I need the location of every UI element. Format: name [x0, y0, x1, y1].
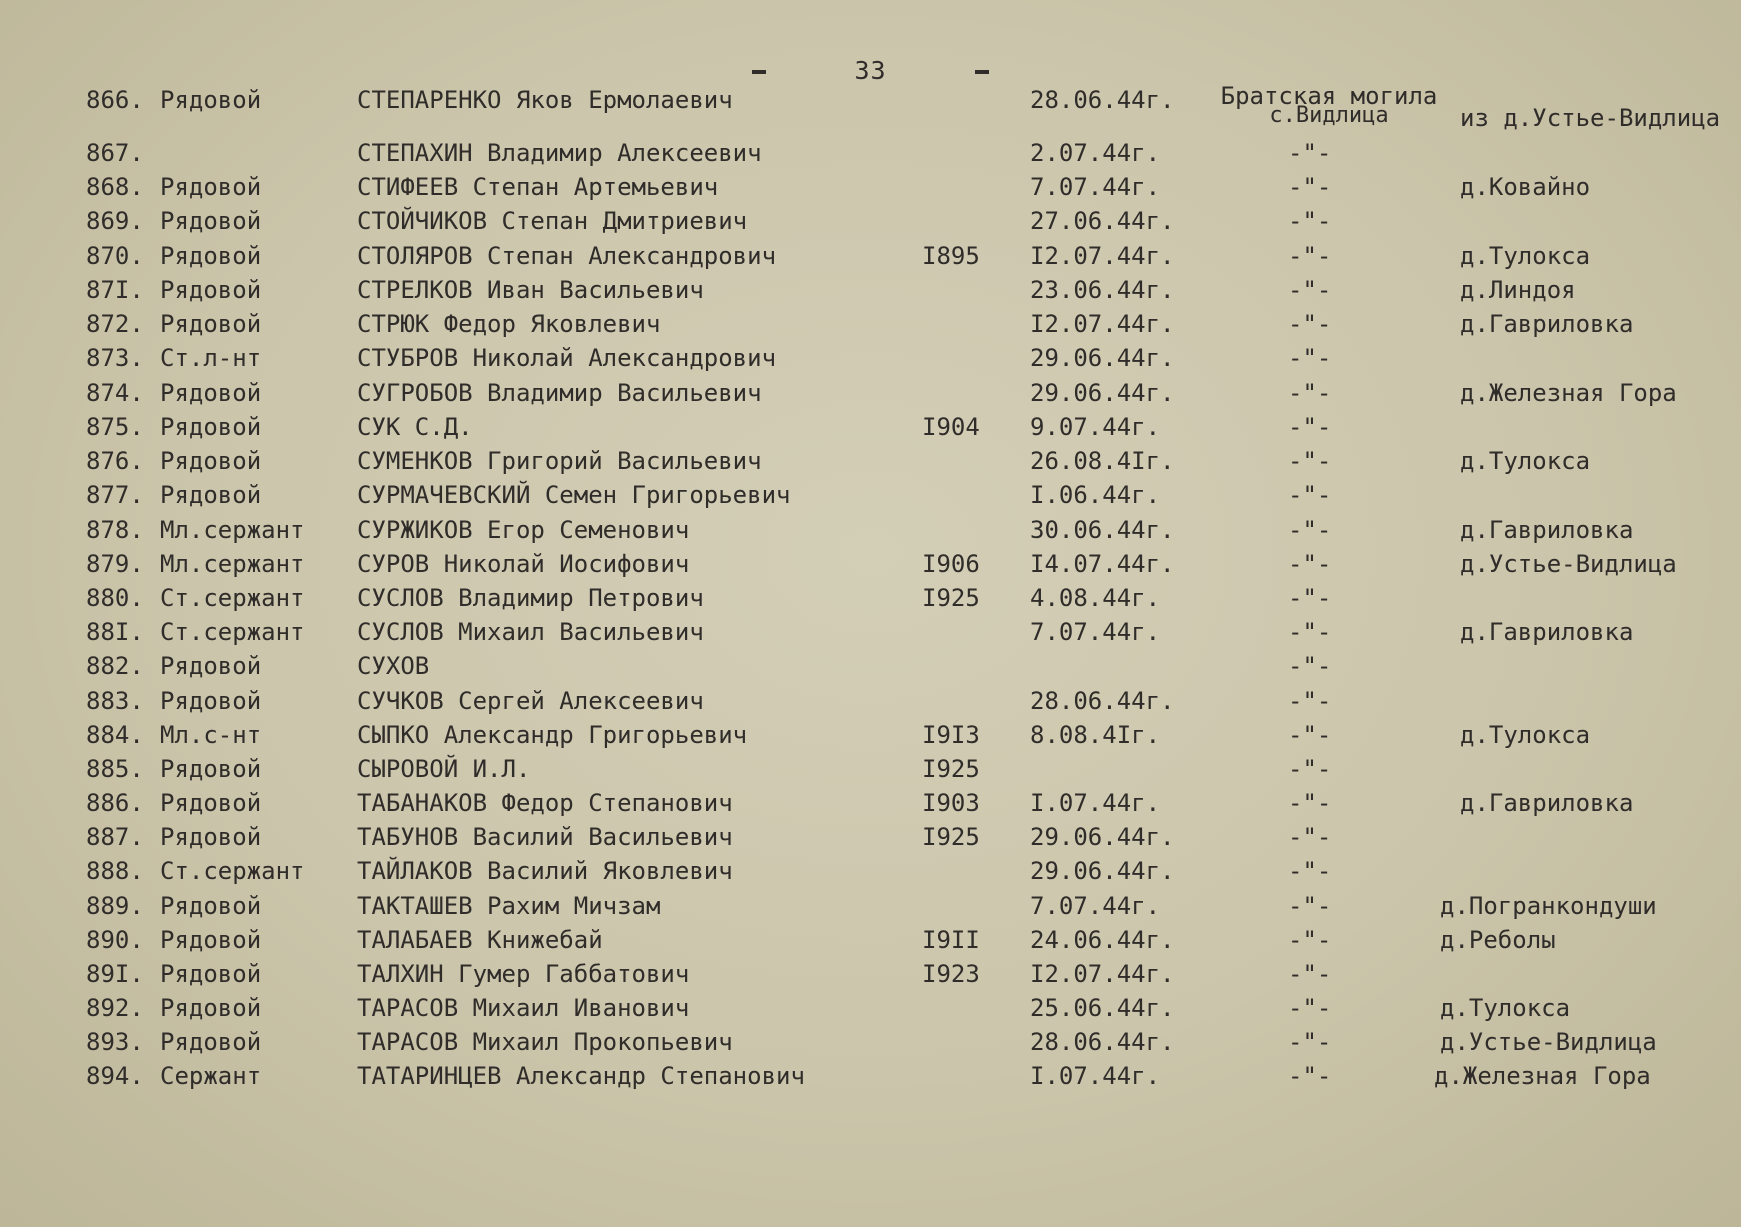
record-name: ТАЛАБАЕВ Книжебай	[357, 926, 603, 954]
record-row	[0, 344, 1741, 374]
record-row	[0, 207, 1741, 237]
record-year: I925	[922, 584, 980, 612]
record-name: СТИФЕЕВ Степан Артемьевич	[357, 173, 719, 201]
record-num: 879.	[86, 550, 144, 578]
record-year: I906	[922, 550, 980, 578]
record-num: 867.	[86, 139, 144, 167]
record-date: 28.06.44г.	[1030, 687, 1175, 715]
record-rank: Мл.сержант	[160, 550, 305, 578]
record-row	[0, 652, 1741, 682]
record-name: СУРМАЧЕВСКИЙ Семен Григорьевич	[357, 481, 791, 509]
record-row	[0, 139, 1741, 169]
record-date: 7.07.44г.	[1030, 618, 1161, 646]
record-num: 88I.	[86, 618, 144, 646]
record-num: 876.	[86, 447, 144, 475]
record-rank: Рядовой	[160, 310, 262, 338]
record-burial: -"-	[1288, 447, 1332, 475]
record-name: СТЕПАРЕНКО Яков Ермолаевич	[357, 86, 733, 114]
record-date: I.06.44г.	[1030, 481, 1161, 509]
record-num: 882.	[86, 652, 144, 680]
record-rank: Рядовой	[160, 207, 262, 235]
record-burial: -"-	[1288, 618, 1332, 646]
record-from: д.Тулокса	[1440, 994, 1571, 1022]
record-row	[0, 994, 1741, 1024]
record-name: СТОЛЯРОВ Степан Александрович	[357, 242, 777, 270]
record-burial: -"-	[1288, 789, 1332, 817]
record-num: 874.	[86, 379, 144, 407]
record-row	[0, 173, 1741, 203]
record-row	[0, 960, 1741, 990]
record-rank: Рядовой	[160, 652, 262, 680]
record-burial: -"-	[1288, 413, 1332, 441]
record-date: 26.08.4Iг.	[1030, 447, 1175, 475]
record-rank: Ст.сержант	[160, 618, 305, 646]
record-year: I9II	[922, 926, 980, 954]
record-burial: -"-	[1288, 960, 1332, 988]
record-rank: Рядовой	[160, 1028, 262, 1056]
record-burial: -"-	[1288, 721, 1332, 749]
record-date: I4.07.44г.	[1030, 550, 1175, 578]
record-year: I904	[922, 413, 980, 441]
record-rank: Ст.сержант	[160, 584, 305, 612]
record-name: СУМЕНКОВ Григорий Васильевич	[357, 447, 762, 475]
record-date: 4.08.44г.	[1030, 584, 1161, 612]
record-from: д.Погранкондуши	[1440, 892, 1657, 920]
record-rank: Ст.сержант	[160, 857, 305, 885]
record-row	[0, 82, 1741, 132]
record-num: 870.	[86, 242, 144, 270]
record-num: 887.	[86, 823, 144, 851]
record-from: д.Ковайно	[1460, 173, 1591, 201]
record-name: СУЧКОВ Сергей Алексеевич	[357, 687, 704, 715]
record-name: СЫПКО Александр Григорьевич	[357, 721, 748, 749]
record-rank: Рядовой	[160, 413, 262, 441]
record-burial: -"-	[1288, 823, 1332, 851]
record-from: д.Устье-Видлица	[1460, 550, 1677, 578]
record-rank: Рядовой	[160, 86, 262, 114]
record-name: СУСЛОВ Владимир Петрович	[357, 584, 704, 612]
record-num: 893.	[86, 1028, 144, 1056]
record-num: 888.	[86, 857, 144, 885]
record-burial: -"-	[1288, 481, 1332, 509]
record-num: 892.	[86, 994, 144, 1022]
record-from: д.Железная Гора	[1434, 1062, 1651, 1090]
record-date: 2.07.44г.	[1030, 139, 1161, 167]
record-rank: Сержант	[160, 1062, 262, 1090]
page-number-line	[0, 56, 1741, 85]
record-burial: -"-	[1288, 550, 1332, 578]
record-date: 29.06.44г.	[1030, 344, 1175, 372]
record-burial: -"-	[1288, 173, 1332, 201]
record-num: 889.	[86, 892, 144, 920]
record-rank: Рядовой	[160, 892, 262, 920]
record-name: СУК С.Д.	[357, 413, 473, 441]
record-date: 27.06.44г.	[1030, 207, 1175, 235]
record-row	[0, 857, 1741, 887]
record-name: СТОЙЧИКОВ Степан Дмитриевич	[357, 207, 748, 235]
record-name: СУРОВ Николай Иосифович	[357, 550, 690, 578]
record-row	[0, 379, 1741, 409]
record-date: 24.06.44г.	[1030, 926, 1175, 954]
record-date: 7.07.44г.	[1030, 892, 1161, 920]
record-rank: Рядовой	[160, 379, 262, 407]
record-name: ТАБАНАКОВ Федор Степанович	[357, 789, 733, 817]
record-row	[0, 310, 1741, 340]
record-name: СУХОВ	[357, 652, 430, 680]
record-num: 894.	[86, 1062, 144, 1090]
record-date: I2.07.44г.	[1030, 960, 1175, 988]
burial-header-line1: Братская могила	[1220, 82, 1438, 110]
record-row	[0, 755, 1741, 785]
record-name: СТЕПАХИН Владимир Алексеевич	[357, 139, 762, 167]
record-date: 30.06.44г.	[1030, 516, 1175, 544]
record-row	[0, 584, 1741, 614]
record-row	[0, 789, 1741, 819]
record-burial: -"-	[1288, 207, 1332, 235]
record-rank: Рядовой	[160, 276, 262, 304]
record-num: 884.	[86, 721, 144, 749]
record-burial: -"-	[1288, 687, 1332, 715]
record-row	[0, 516, 1741, 546]
record-row	[0, 926, 1741, 956]
burial-header-line2: с.Видлица	[1269, 103, 1389, 128]
record-burial: -"-	[1288, 139, 1332, 167]
record-date: I2.07.44г.	[1030, 242, 1175, 270]
record-num: 89I.	[86, 960, 144, 988]
record-burial: -"-	[1288, 516, 1332, 544]
record-name: ТАЛХИН Гумер Габбатович	[357, 960, 690, 988]
record-date: 25.06.44г.	[1030, 994, 1175, 1022]
record-date: I.07.44г.	[1030, 789, 1161, 817]
record-rank: Рядовой	[160, 994, 262, 1022]
record-burial: -"-	[1288, 584, 1332, 612]
record-name: СУСЛОВ Михаил Васильевич	[357, 618, 704, 646]
record-name: СТРЮК Федор Яковлевич	[357, 310, 661, 338]
record-rank: Рядовой	[160, 960, 262, 988]
record-row	[0, 823, 1741, 853]
record-rank: Рядовой	[160, 755, 262, 783]
record-rank: Рядовой	[160, 173, 262, 201]
record-name: ТАРАСОВ Михаил Иванович	[357, 994, 690, 1022]
record-from: д.Тулокса	[1460, 721, 1591, 749]
record-year: I903	[922, 789, 980, 817]
record-burial: -"-	[1288, 379, 1332, 407]
record-name: СТУБРОВ Николай Александрович	[357, 344, 777, 372]
record-num: 872.	[86, 310, 144, 338]
record-date: 28.06.44г.	[1030, 86, 1175, 114]
record-burial: -"-	[1288, 755, 1332, 783]
record-date: 9.07.44г.	[1030, 413, 1161, 441]
record-row	[0, 721, 1741, 751]
record-row	[0, 242, 1741, 272]
record-num: 880.	[86, 584, 144, 612]
record-burial: -"-	[1288, 310, 1332, 338]
record-burial: -"-	[1288, 857, 1332, 885]
record-rank: Рядовой	[160, 789, 262, 817]
page-number-dash-left	[752, 70, 766, 74]
record-from: из д.Устье-Видлица	[1460, 104, 1721, 132]
record-rank: Мл.сержант	[160, 516, 305, 544]
record-num: 886.	[86, 789, 144, 817]
record-num: 878.	[86, 516, 144, 544]
record-num: 883.	[86, 687, 144, 715]
record-burial: -"-	[1288, 994, 1332, 1022]
record-row	[0, 1062, 1741, 1092]
record-burial: -"-	[1288, 892, 1332, 920]
record-rank: Рядовой	[160, 926, 262, 954]
record-row	[0, 687, 1741, 717]
record-burial: -"-	[1288, 926, 1332, 954]
record-row	[0, 550, 1741, 580]
record-from: д.Гавриловка	[1460, 516, 1634, 544]
record-row	[0, 276, 1741, 306]
record-name: ТАТАРИНЦЕВ Александр Степанович	[357, 1062, 805, 1090]
record-from: д.Реболы	[1440, 926, 1556, 954]
page-number-dash-right	[975, 70, 989, 74]
record-date: I.07.44г.	[1030, 1062, 1161, 1090]
record-rank: Рядовой	[160, 687, 262, 715]
record-name: ТАБУНОВ Василий Васильевич	[357, 823, 733, 851]
record-num: 87I.	[86, 276, 144, 304]
record-burial: -"-	[1288, 652, 1332, 680]
page-number: 33	[854, 56, 887, 85]
record-rank: Рядовой	[160, 242, 262, 270]
record-from: д.Тулокса	[1460, 242, 1591, 270]
record-from: д.Гавриловка	[1460, 618, 1634, 646]
record-num: 885.	[86, 755, 144, 783]
record-burial: -"-	[1288, 1062, 1332, 1090]
record-year: I923	[922, 960, 980, 988]
record-num: 873.	[86, 344, 144, 372]
record-name: ТАРАСОВ Михаил Прокопьевич	[357, 1028, 733, 1056]
record-from: д.Гавриловка	[1460, 789, 1634, 817]
record-date: 28.06.44г.	[1030, 1028, 1175, 1056]
record-year: I925	[922, 823, 980, 851]
record-num: 877.	[86, 481, 144, 509]
record-name: ТАЙЛАКОВ Василий Яковлевич	[357, 857, 733, 885]
record-date: 29.06.44г.	[1030, 823, 1175, 851]
record-from: д.Тулокса	[1460, 447, 1591, 475]
record-date: 29.06.44г.	[1030, 857, 1175, 885]
record-num: 868.	[86, 173, 144, 201]
record-rank: Мл.с-нт	[160, 721, 262, 749]
record-rank: Ст.л-нт	[160, 344, 262, 372]
record-burial: -"-	[1288, 344, 1332, 372]
record-row	[0, 1028, 1741, 1058]
record-name: СТРЕЛКОВ Иван Васильевич	[357, 276, 704, 304]
record-row	[0, 413, 1741, 443]
record-date: I2.07.44г.	[1030, 310, 1175, 338]
record-name: СУРЖИКОВ Егор Семенович	[357, 516, 690, 544]
record-burial: -"-	[1288, 1028, 1332, 1056]
record-num: 869.	[86, 207, 144, 235]
record-date: 8.08.4Iг.	[1030, 721, 1161, 749]
record-year: I925	[922, 755, 980, 783]
record-name: СЫРОВОЙ И.Л.	[357, 755, 531, 783]
record-date: 23.06.44г.	[1030, 276, 1175, 304]
record-burial: -"-	[1288, 242, 1332, 270]
record-from: д.Гавриловка	[1460, 310, 1634, 338]
record-name: СУГРОБОВ Владимир Васильевич	[357, 379, 762, 407]
record-row	[0, 892, 1741, 922]
record-from: д.Линдоя	[1460, 276, 1576, 304]
record-num: 866.	[86, 86, 144, 114]
record-row	[0, 618, 1741, 648]
record-burial: -"-	[1288, 276, 1332, 304]
record-date: 29.06.44г.	[1030, 379, 1175, 407]
record-rank: Рядовой	[160, 823, 262, 851]
record-from: д.Железная Гора	[1460, 379, 1677, 407]
record-num: 875.	[86, 413, 144, 441]
record-from: д.Устье-Видлица	[1440, 1028, 1657, 1056]
record-date: 7.07.44г.	[1030, 173, 1161, 201]
record-year: I9I3	[922, 721, 980, 749]
record-row	[0, 447, 1741, 477]
record-year: I895	[922, 242, 980, 270]
record-row	[0, 481, 1741, 511]
record-rank: Рядовой	[160, 481, 262, 509]
record-name: ТАКТАШЕВ Рахим Мичзам	[357, 892, 661, 920]
record-num: 890.	[86, 926, 144, 954]
record-rank: Рядовой	[160, 447, 262, 475]
